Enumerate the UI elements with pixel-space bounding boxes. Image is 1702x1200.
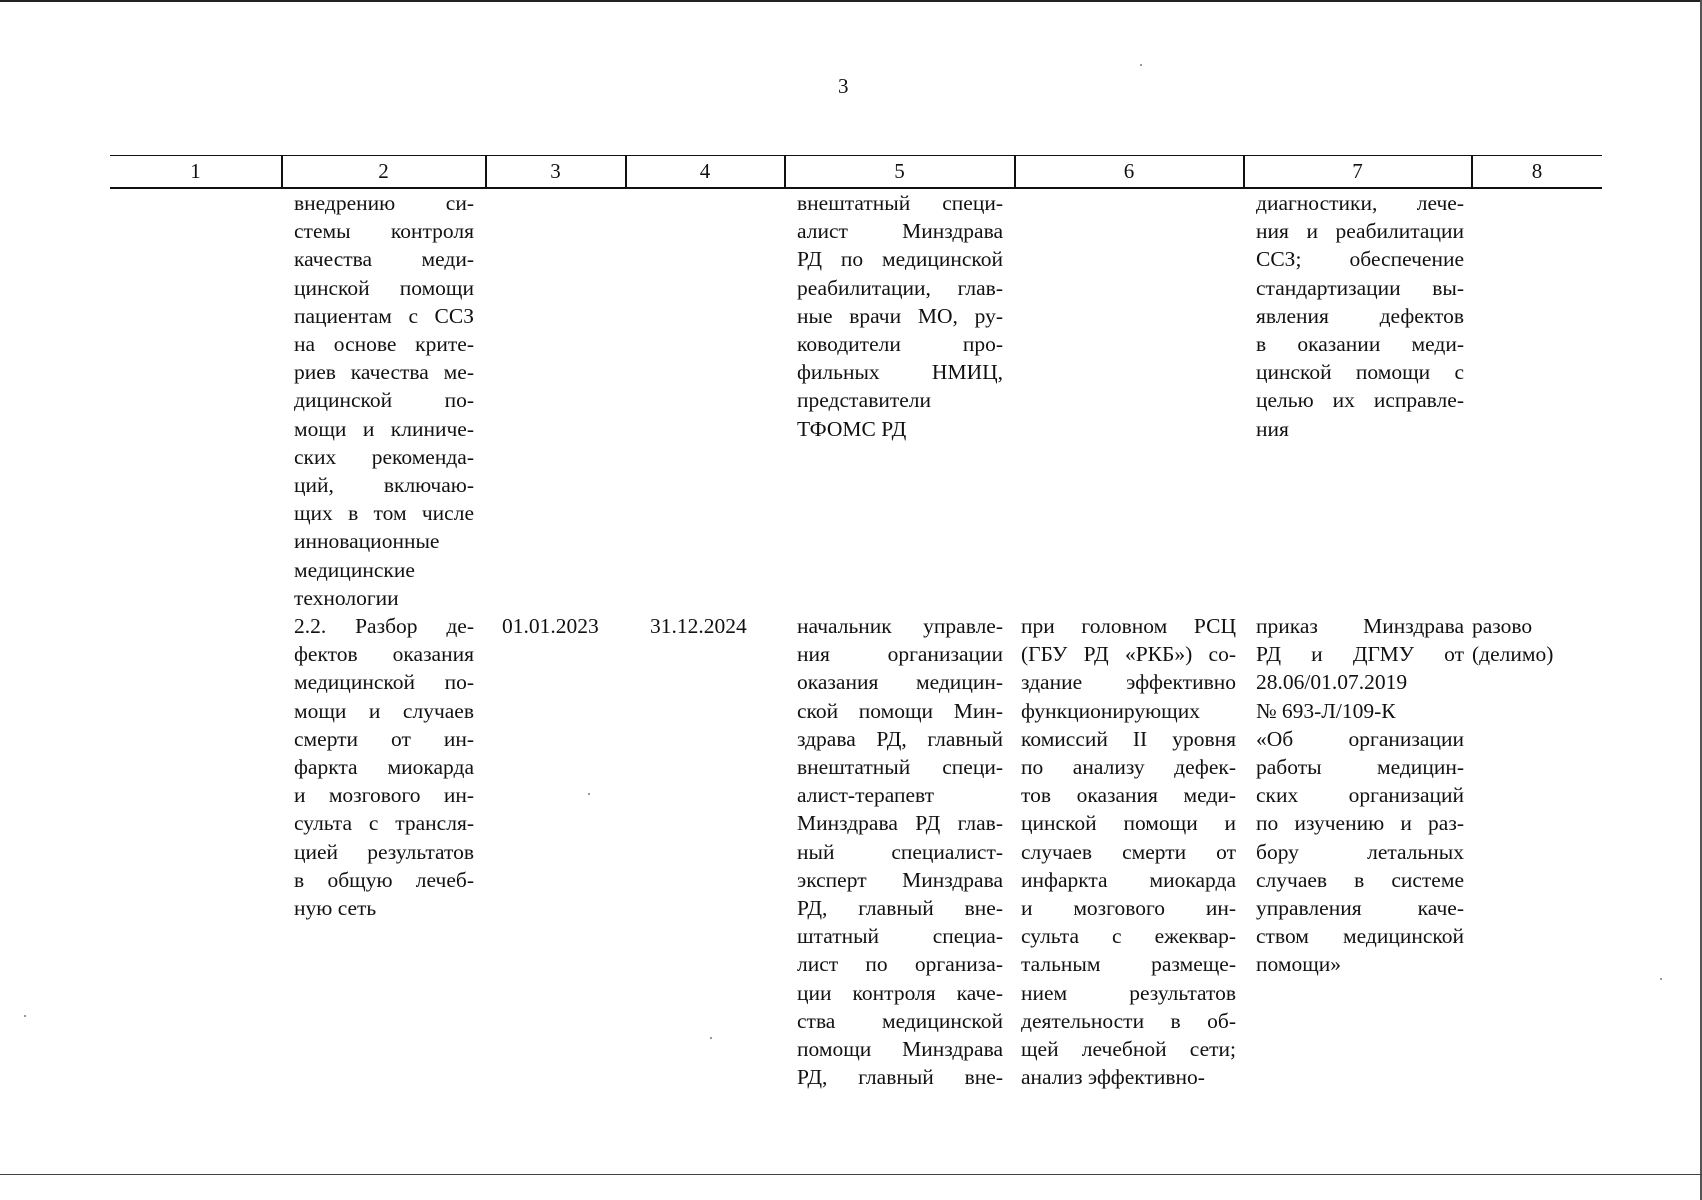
- text-line: на основе крите-: [294, 332, 474, 357]
- text-line: целью их исправле-: [1256, 388, 1464, 413]
- text-line: по изучению и раз-: [1256, 811, 1464, 836]
- text-line: ССЗ; обеспечение: [1256, 247, 1464, 272]
- scan-speck: [710, 1037, 712, 1039]
- text-line: дицинской по-: [294, 388, 474, 413]
- text-line: начальник управле-: [797, 614, 1003, 638]
- row-2-periodicity-cell: [1472, 612, 1602, 668]
- row-2-result-cell: [1021, 612, 1236, 1091]
- text-line: мощи и клиниче-: [294, 416, 474, 441]
- text-line: ные врачи МО, ру-: [797, 303, 1003, 328]
- text-line: ций, включаю-: [294, 473, 474, 498]
- row-1-task-cell: [294, 189, 474, 612]
- text-line: помощи»: [1256, 952, 1342, 977]
- text-line: функционирующих: [1021, 698, 1200, 723]
- column-number-1: 1: [190, 159, 201, 183]
- text-line: явления дефектов: [1256, 303, 1464, 328]
- text-line: цинской помощи: [294, 275, 474, 300]
- text-line: сульта с трансля-: [294, 811, 474, 836]
- text-line: ния организации: [797, 642, 1003, 667]
- row-2-start-date: [502, 612, 599, 640]
- text-line: ции контроля каче-: [797, 980, 1003, 1005]
- start-date: 01.01.2023: [502, 614, 599, 638]
- text-line: внедрению си-: [294, 191, 474, 215]
- text-line: (ГБУ РД «РКБ») со-: [1021, 642, 1236, 667]
- text-line: 2.2. Разбор де-: [294, 614, 474, 638]
- text-line: лист по организа-: [797, 952, 1003, 977]
- text-line: фаркта миокарда: [294, 755, 474, 780]
- column-number-4: 4: [699, 159, 711, 183]
- text-line: смерти от ин-: [294, 726, 474, 751]
- text-line: тальным размеще-: [1021, 952, 1236, 977]
- column-number-5: 5: [894, 159, 905, 183]
- text-line: щей лечебной сети;: [1021, 1037, 1236, 1062]
- text-line: стандартизации вы-: [1256, 275, 1464, 300]
- text-line: технологии: [294, 585, 399, 610]
- text-line: 28.06/01.07.2019: [1256, 670, 1408, 695]
- text-line: инфаркта миокарда: [1021, 867, 1236, 892]
- column-number-3: 3: [550, 159, 561, 183]
- text-line: № 693-Л/109-К: [1256, 698, 1396, 723]
- text-line: мощи и случаев: [294, 698, 474, 723]
- column-number-2: 2: [378, 159, 389, 183]
- text-line: при головном РСЦ: [1021, 614, 1236, 638]
- text-line: внештатный специ-: [797, 191, 1003, 215]
- text-line: случаев в системе: [1256, 867, 1464, 892]
- text-line: ководители про-: [797, 332, 1003, 357]
- text-line: стемы контроля: [294, 219, 474, 244]
- text-line: ТФОМС РД: [797, 416, 907, 441]
- text-line: и мозгового ин-: [294, 783, 474, 808]
- scan-speck: [1140, 64, 1142, 66]
- text-line: «Об организации: [1256, 726, 1464, 751]
- text-line: разово: [1472, 614, 1533, 638]
- text-line: работы медицин-: [1256, 755, 1464, 780]
- text-line: анализ эффективно-: [1021, 1065, 1205, 1090]
- text-line: и мозгового ин-: [1021, 896, 1236, 921]
- header-top-rule: [110, 155, 1602, 156]
- text-line: оказания медицин-: [797, 670, 1003, 695]
- text-line: РД, главный вне-: [797, 896, 1003, 921]
- text-line: медицинской по-: [294, 670, 474, 695]
- text-line: приказ Минздрава: [1256, 614, 1464, 638]
- text-line: внештатный специ-: [797, 755, 1003, 780]
- text-line: цией результатов: [294, 839, 474, 864]
- text-line: РД и ДГМУ от: [1256, 642, 1464, 667]
- text-line: нием результатов: [1021, 980, 1236, 1005]
- text-line: алист Минздрава: [797, 219, 1003, 244]
- text-line: ный специалист-: [797, 839, 1003, 864]
- text-line: эксперт Минздрава: [797, 867, 1003, 892]
- text-line: ской помощи Мин-: [797, 698, 1003, 723]
- column-number-8: 8: [1531, 159, 1543, 183]
- text-line: РД по медицинской: [797, 247, 1003, 272]
- row-1-responsible-cell: [797, 189, 1003, 443]
- text-line: бору летальных: [1256, 839, 1464, 864]
- text-line: риев качества ме-: [294, 360, 474, 385]
- row-2-end-date: [650, 612, 747, 640]
- text-line: фильных НМИЦ,: [797, 360, 1003, 385]
- text-line: в общую лечеб-: [294, 867, 474, 892]
- scan-edge-top: [0, 0, 1702, 2]
- text-line: медицинские: [294, 557, 415, 582]
- text-line: щих в том числе: [294, 501, 474, 526]
- text-line: пациентам с ССЗ: [294, 303, 474, 328]
- text-line: здание эффективно: [1021, 670, 1236, 695]
- column-number-6: 6: [1123, 159, 1135, 183]
- text-line: штатный специа-: [797, 924, 1003, 949]
- row-2-basis-cell: [1256, 612, 1464, 979]
- text-line: тов оказания меди-: [1021, 783, 1236, 808]
- text-line: комиссий II уровня: [1021, 726, 1236, 751]
- text-line: по анализу дефек-: [1021, 755, 1236, 780]
- text-line: здрава РД, главный: [797, 726, 1003, 751]
- text-line: ства медицинской: [797, 1008, 1003, 1033]
- text-line: реабилитации, глав-: [797, 275, 1003, 300]
- text-line: цинской помощи с: [1256, 360, 1464, 385]
- text-line: цинской помощи и: [1021, 811, 1236, 836]
- text-line: в оказании меди-: [1256, 332, 1464, 357]
- column-number-7: 7: [1352, 159, 1363, 183]
- row-2-responsible-cell: [797, 612, 1003, 1091]
- scan-bottom-rule: [0, 1174, 1702, 1175]
- text-line: Минздрава РД глав-: [797, 811, 1003, 836]
- text-line: представители: [797, 388, 932, 413]
- text-line: ную сеть: [294, 896, 377, 921]
- text-line: ния и реабилитации: [1256, 219, 1464, 244]
- text-line: диагностики, лече-: [1256, 191, 1464, 215]
- text-line: помощи Минздрава: [797, 1037, 1003, 1062]
- scan-speck: [24, 1015, 26, 1017]
- text-line: инновационные: [294, 529, 440, 554]
- text-line: ских организаций: [1256, 783, 1464, 808]
- text-line: (делимо): [1472, 642, 1554, 667]
- text-line: сульта с ежеквар-: [1021, 924, 1236, 949]
- scan-speck: [588, 793, 590, 795]
- text-line: деятельности в об-: [1021, 1008, 1236, 1033]
- text-line: ния: [1256, 416, 1289, 441]
- text-line: управления каче-: [1256, 896, 1464, 921]
- text-line: качества меди-: [294, 247, 474, 272]
- end-date: 31.12.2024: [650, 614, 747, 638]
- text-line: случаев смерти от: [1021, 839, 1236, 864]
- row-2-task-cell: [294, 612, 474, 922]
- text-line: ством медицинской: [1256, 924, 1464, 949]
- scan-speck: [1660, 978, 1662, 980]
- text-line: алист-терапевт: [797, 783, 935, 808]
- row-1-basis-cell: [1256, 189, 1464, 443]
- text-line: фектов оказания: [294, 642, 474, 667]
- text-line: ских рекоменда-: [294, 444, 474, 469]
- text-line: РД, главный вне-: [797, 1065, 1003, 1090]
- page-number: 3: [838, 74, 849, 98]
